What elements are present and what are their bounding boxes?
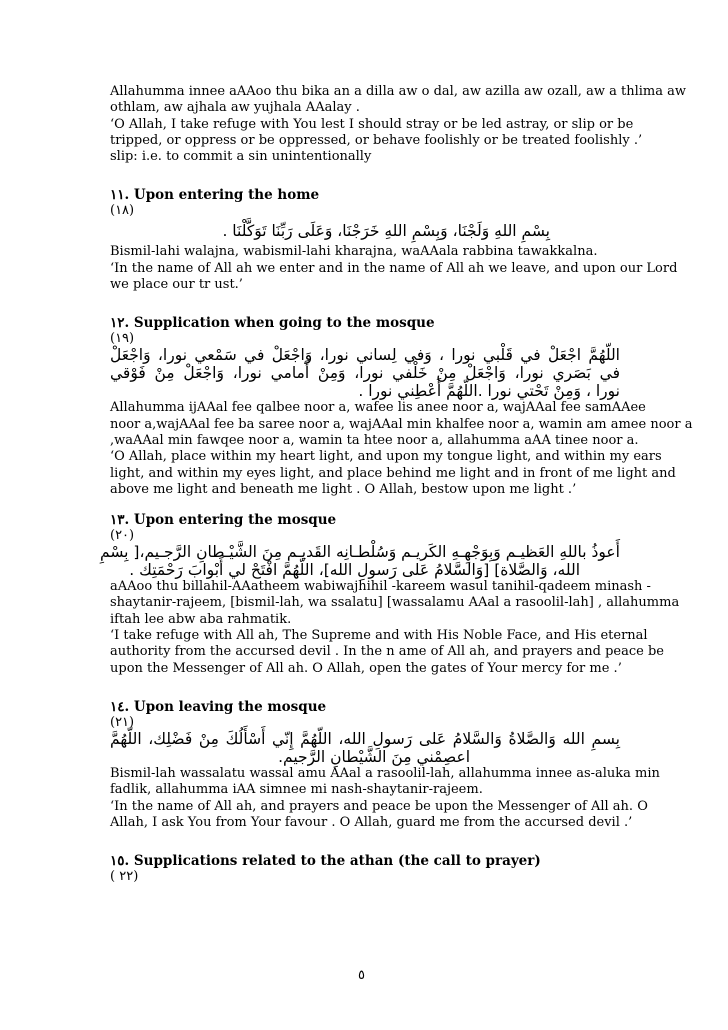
section-going-to-mosque — [110, 315, 693, 498]
translation-line: upon the Messenger of All ah. O Allah, open the gates of Your mercy for me .’ — [110, 660, 622, 676]
arabic-line: بِسْمِ اللهِ وَلَجْنَا، وَبِسْمِ اللهِ خَرَجْنَا، وَعَلَى رَبِّنَا تَوَكَّلْنَا . — [222, 222, 550, 241]
translit-line: Bismil-lah wassalatu wassal amu AAal a rasoolil-lah, allahumma innee as-aluka min — [110, 765, 660, 781]
section-heading: ١٢. Supplication when going to the mosque — [110, 315, 435, 332]
section-heading: ١١. Upon entering the home — [110, 187, 320, 204]
section-heading: ١٥. Supplications related to the athan (the call to prayer) — [110, 853, 541, 870]
translit-line: ,waAAal min fawqee noor a, wamin ta htee noor a, allahumma aAA tinee noor a. — [110, 432, 639, 448]
section-athan — [110, 853, 620, 884]
intro-footnote: slip: i.e. to commit a sin unintentionally — [110, 149, 372, 165]
section-entering-home — [110, 187, 678, 293]
translation-line: authority from the accursed devil . In the n ame of All ah, and prayers and peace be — [110, 644, 664, 660]
intro-translit-line: othlam, aw ajhala aw yujhala AAalay . — [110, 100, 360, 116]
arabic-line: اللّهُمَّ اجْعَلْ في قَلْبي نورا ، وَفي لِساني نورا، وَاجْعَلْ في سَمْعي نورا، وَاجْعَلْ — [110, 346, 620, 365]
section-entering-mosque — [100, 512, 680, 677]
section-ref: (٢٠) — [110, 528, 135, 544]
intro-translation-line: tripped, or oppress or be oppressed, or behave foolishly or be treated foolishly .’ — [110, 132, 643, 148]
arabic-line: في بَصَري نورا، وَاجْعَلْ مِنْ خَلْفي نورا، وَمِنْ أَمامي نورا، وَاجْعَلْ مِنْ فَوْقي — [110, 364, 620, 383]
translation-line: ‘O Allah, place within my heart light, and upon my tongue light, and within my ears — [110, 449, 662, 465]
section-heading: ١٤. Upon leaving the mosque — [110, 698, 327, 715]
intro-translation-line: ‘O Allah, I take refuge with You lest I should stray or be led astray, or slip or be — [110, 116, 634, 132]
translation-line: ‘I take refuge with All ah, The Supreme and with His Noble Face, and His eternal — [110, 628, 648, 644]
translation-line: Allah, I ask You from Your favour . O Allah, guard me from the accursed devil .’ — [110, 814, 633, 830]
translation-line: ‘In the name of All ah we enter and in the name of All ah we leave, and upon our Lord — [110, 260, 678, 276]
arabic-line: أَعوذُ باللهِ العَظيـم وَبِوَجْهِـهِ الكَريـم وَسُلْطـانِه القَديـم مِنَ الشَّيْـطانِ الرَّجـيم،[ بِسْمِ — [100, 543, 620, 562]
document-page — [100, 84, 693, 885]
translit-line: Allahumma ijAAal fee qalbee noor a, wafee lis anee noor a, wajAAal fee samAAee — [110, 400, 646, 416]
translit-line: fadlik, allahumma iAA simnee mi nash-shaytanir-rajeem. — [110, 782, 483, 798]
translit-line: Bismil-lahi walajna, wabismil-lahi kharajna, waAAala rabbina tawakkalna. — [110, 244, 598, 260]
arabic-line: اعصِمْني مِنَ الشَّيْطانِ الرَّجيم. — [278, 747, 470, 766]
section-ref: (٢١) — [110, 714, 135, 730]
arabic-line: بِسمِ الله وَالصَّلاةُ وَالسَّلامُ عَلى رَسولِ الله، اللّهُمَّ إِنّي أَسْأَلُكَ مِنْ فَضْلِك، اللّهُمَّ — [110, 729, 620, 748]
intro-translit-line: Allahumma innee aAAoo thu bika an a dilla aw o dal, aw azilla aw ozall, aw a thlima aw — [110, 84, 686, 99]
page-number: ٥ — [358, 968, 365, 983]
translit-line: aAAoo thu billahil-AAatheem wabiwajhihil -kareem wasul tanihil-qadeem minash - — [110, 579, 651, 595]
translation-line: above me light and beneath me light . O Allah, bestow upon me light .’ — [110, 481, 577, 497]
intro-block — [110, 84, 686, 165]
translit-line: iftah lee abw aba rahmatik. — [110, 611, 292, 627]
section-ref: ( ٢٢) — [110, 869, 139, 885]
arabic-line: نورا ، وَمِنْ تَحْتي نورا .اللّهُمَّ أَعْطِني نورا . — [358, 382, 620, 401]
translit-line: noor a,wajAAal fee ba saree noor a, wajAAal min khalfee noor a, wamin am amee noor a — [110, 416, 693, 432]
translit-line: shaytanir-rajeem, [bismil-lah, wa ssalatu] [wassalamu AAal a rasoolil-lah] , allahumma — [110, 595, 680, 611]
translation-line: light, and within my eyes light, and place behind me light and in front of me light and — [110, 465, 676, 481]
arabic-line: الله، وَالصَّلاة] [وَالسَّلامُ عَلى رَسولِ الله]، اللّهُمَّ افْتَحْ لي أَبْوابَ رَحْمَتِك . — [129, 561, 580, 580]
section-ref: (١٨) — [110, 203, 135, 219]
translation-line: ‘In the name of All ah, and prayers and peace be upon the Messenger of All ah. O — [110, 798, 648, 814]
section-ref: (١٩) — [110, 331, 135, 347]
translation-line: we place our tr ust.’ — [110, 277, 243, 293]
section-heading: ١٣. Upon entering the mosque — [110, 512, 337, 529]
section-leaving-mosque — [110, 698, 660, 831]
